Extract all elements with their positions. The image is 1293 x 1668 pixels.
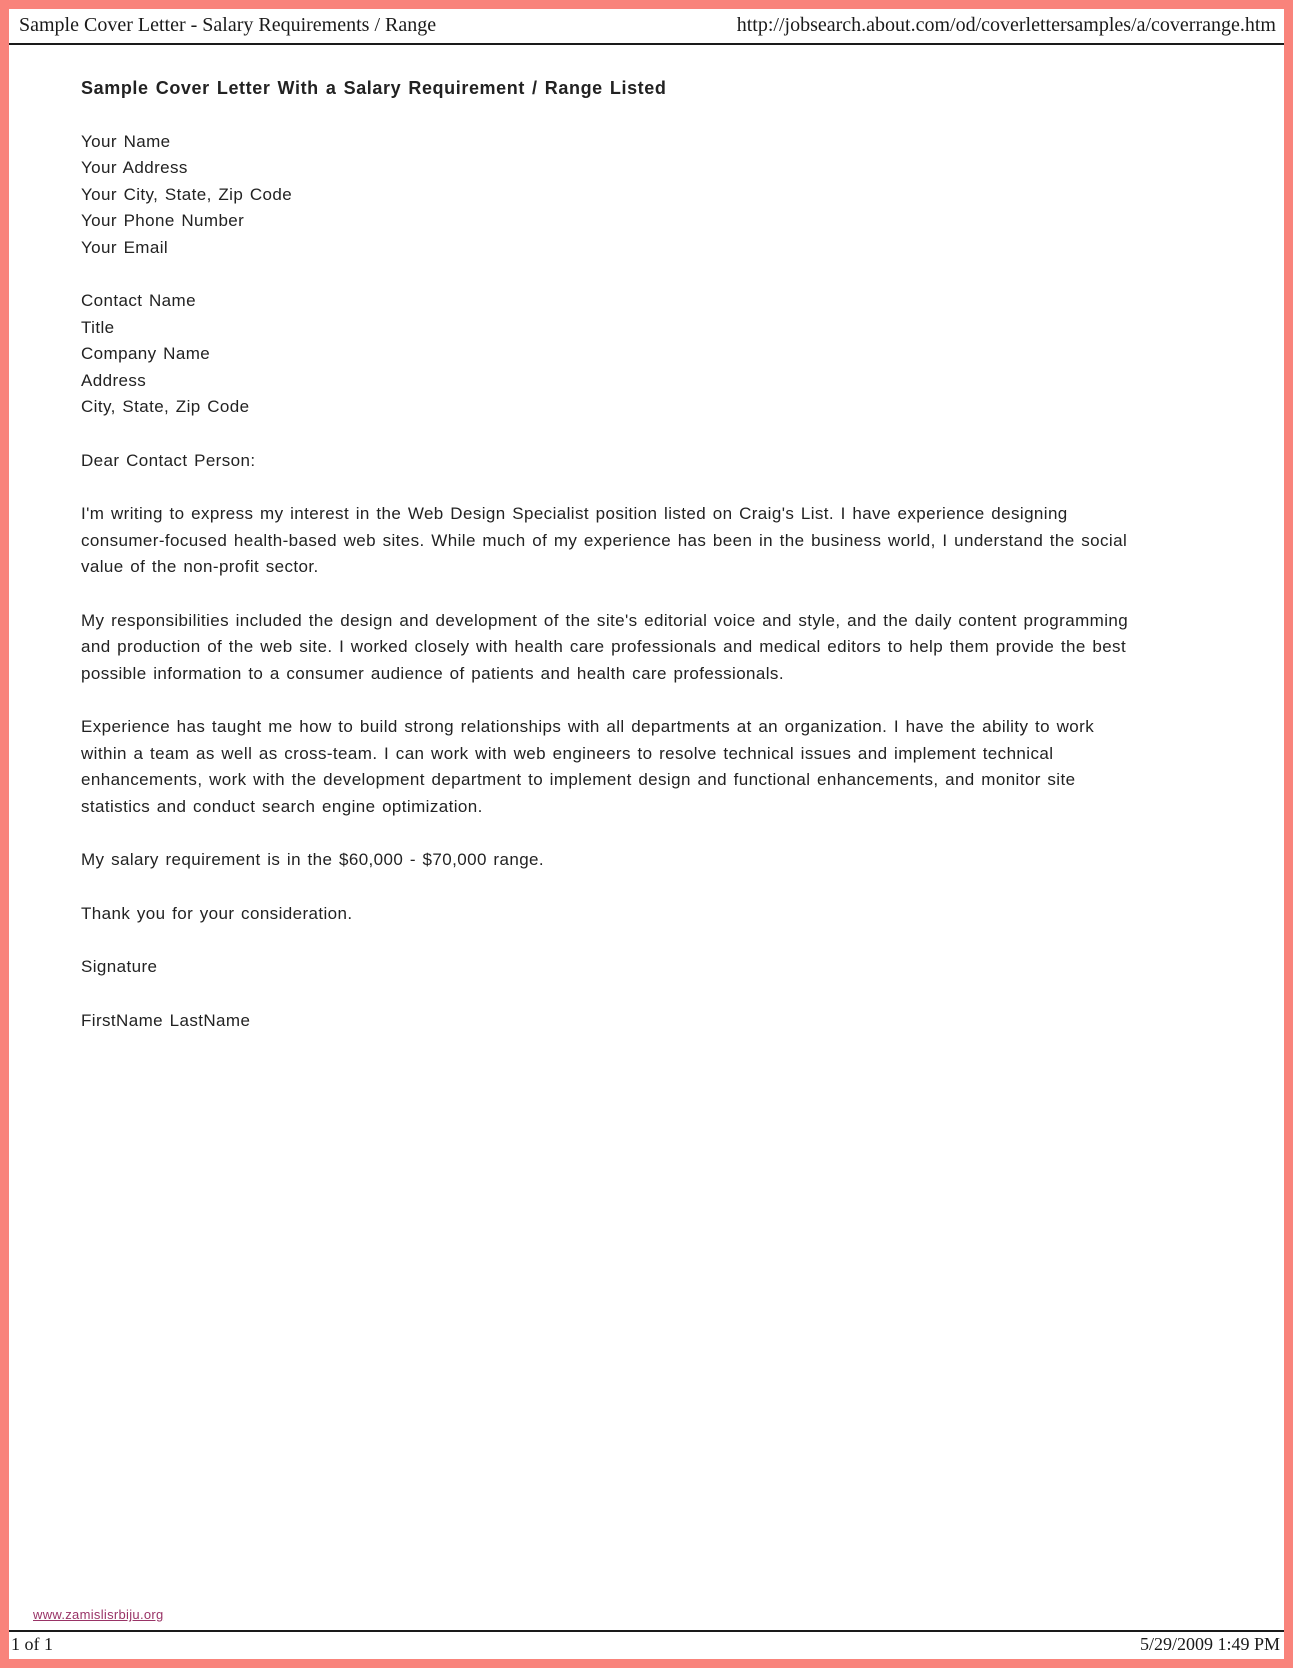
salutation: Dear Contact Person:: [81, 450, 256, 470]
address-line: Your Phone Number: [81, 211, 245, 230]
address-line: Your Name: [81, 131, 171, 151]
salary-requirement-line: My salary requirement is in the $60,000 - $70,000 range.: [81, 850, 545, 869]
sender-address-block: [81, 129, 1224, 262]
address-line: Contact Name: [81, 291, 196, 310]
address-line: Title: [81, 317, 115, 337]
page-number: 1 of 1: [11, 1634, 53, 1654]
letter-content: [9, 45, 1284, 1606]
site-link-row: [9, 1606, 1284, 1630]
document-title: Sample Cover Letter - Salary Requirements / Range: [19, 14, 437, 36]
print-timestamp: 5/29/2009 1:49 PM: [1139, 1634, 1280, 1654]
address-line: Address: [81, 370, 147, 390]
document-url: http://jobsearch.about.com/od/coverlettersamples/a/coverrange.htm: [736, 14, 1276, 36]
recipient-address-block: [81, 288, 1224, 421]
signature-name: FirstName LastName: [81, 1010, 251, 1030]
closing-line: Thank you for your consideration.: [81, 903, 353, 923]
letter-title: Sample Cover Letter With a Salary Requirement / Range Listed: [81, 78, 667, 98]
print-header: [9, 9, 1284, 45]
site-link[interactable]: www.zamislisrbiju.org: [33, 1607, 164, 1622]
footer-meta: [9, 1632, 1284, 1659]
address-line: Company Name: [81, 344, 211, 363]
address-line: Your City, State, Zip Code: [81, 184, 293, 204]
letter-paragraph: I'm writing to express my interest in the Web Design Specialist position listed on Craig's List. I have experience designing consumer-focused health-based web sites. While much of my experience has been in the business world, I understand the social value of the non-profit sector.: [81, 504, 1128, 576]
address-line: City, State, Zip Code: [81, 397, 250, 416]
letter-paragraph: My responsibilities included the design and development of the site's editorial voice and style, and the daily content programming and production of the web site. I worked closely with health care professionals and medical editors to help them provide the best possible information to a consumer audience of patients and health care professionals.: [81, 610, 1129, 683]
address-line: Your Email: [81, 237, 169, 257]
letter-paragraph: Experience has taught me how to build strong relationships with all departments at an organization. I have the ability to work within a team as well as cross-team. I can work with web engineers to resolve technical issues and implement technical enhancements, work with the development department to implement design and functional enhancements, and monitor site statistics and conduct search engine optimization.: [81, 717, 1095, 816]
signature-label: Signature: [81, 957, 158, 976]
print-footer: [9, 1606, 1284, 1659]
address-line: Your Address: [81, 158, 188, 177]
